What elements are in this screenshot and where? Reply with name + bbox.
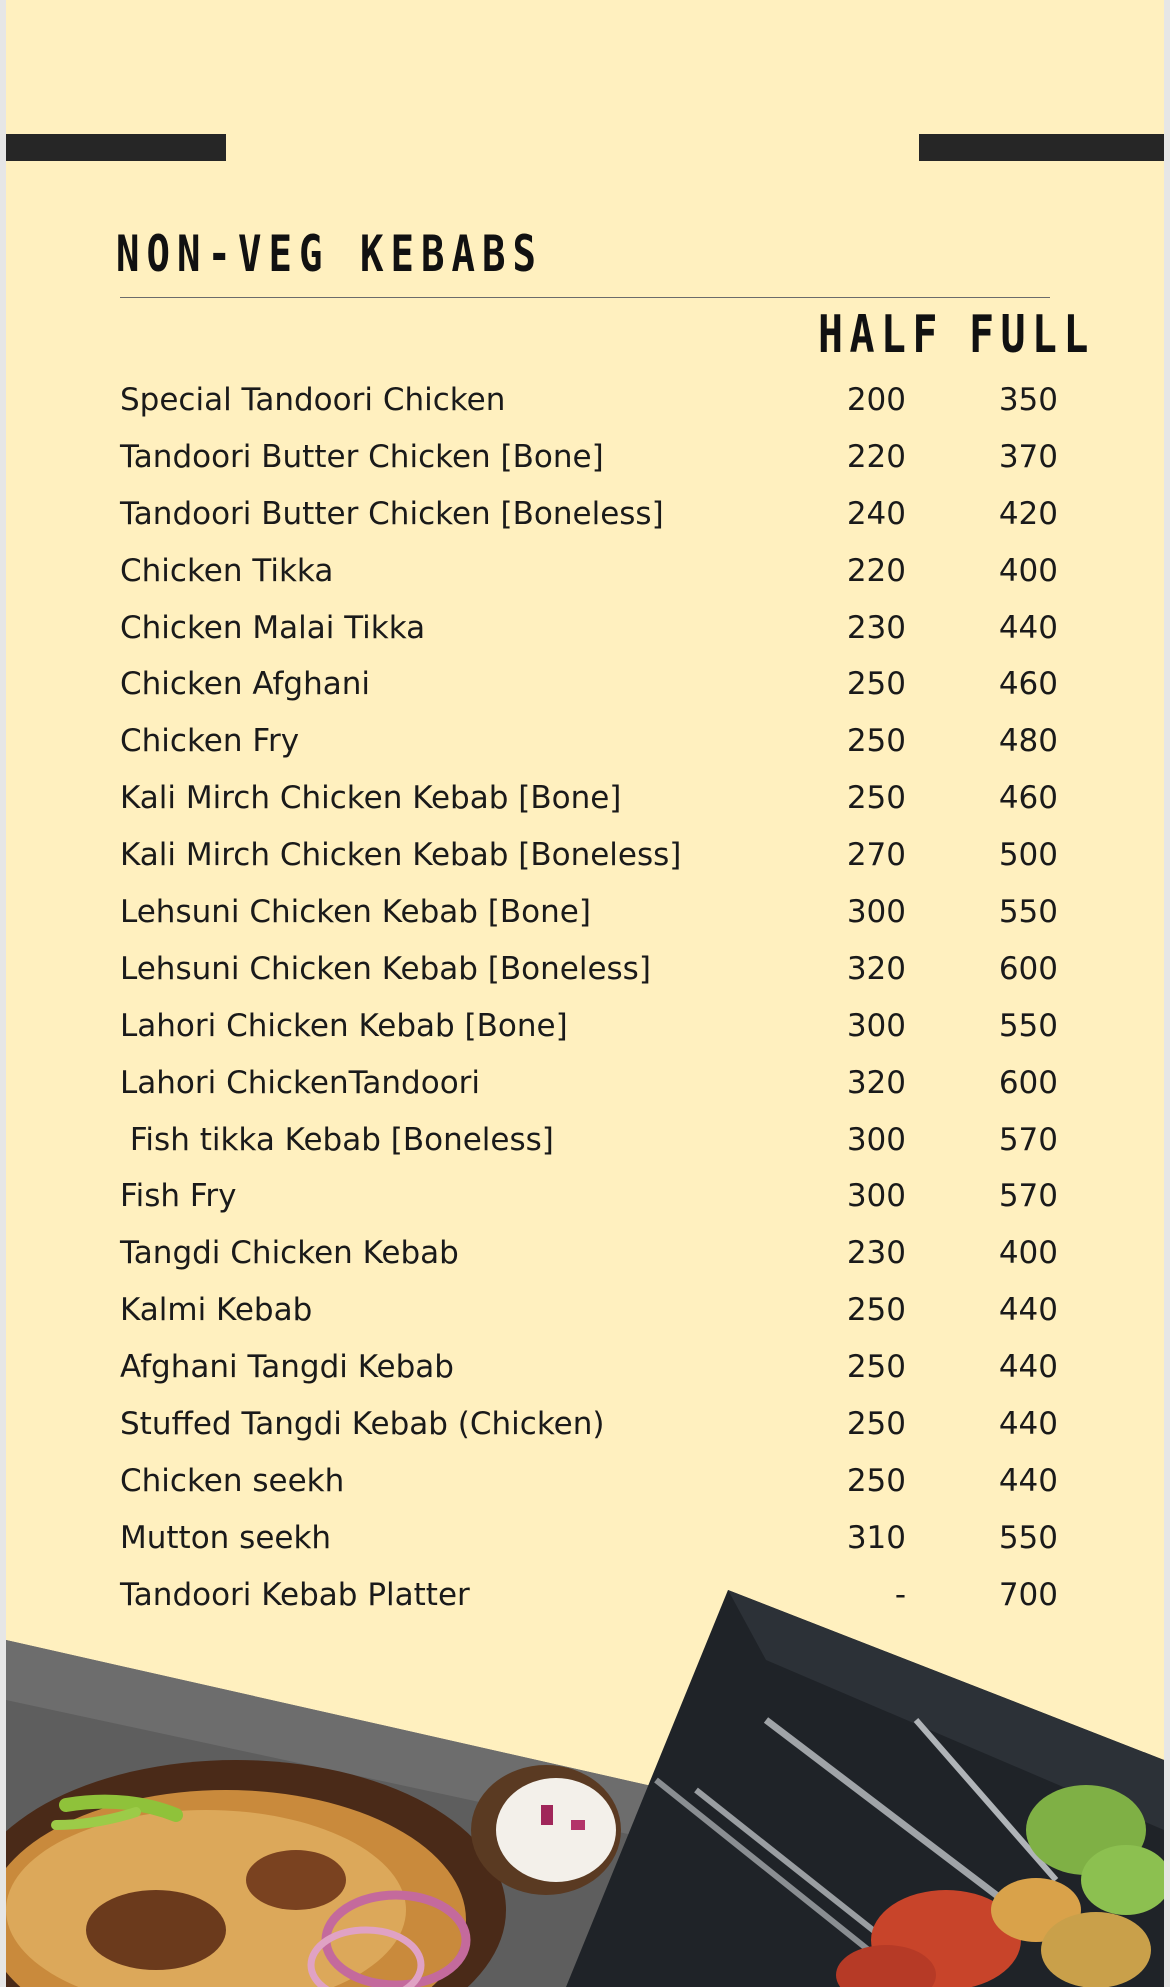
menu-item-full-price: 350 bbox=[998, 382, 1058, 418]
menu-item-full-price: 400 bbox=[998, 1235, 1058, 1272]
menu-item-row bbox=[6, 1059, 1164, 1116]
menu-item-name: Mutton seekh bbox=[120, 1519, 332, 1556]
menu-item-full-price: 460 bbox=[998, 666, 1058, 703]
decorative-bar-right bbox=[919, 134, 1164, 161]
menu-item-full-price: 550 bbox=[998, 1007, 1058, 1044]
menu-item-row bbox=[6, 774, 1164, 831]
menu-item-full-price: 700 bbox=[998, 1576, 1058, 1613]
menu-item-half-price: 300 bbox=[846, 1121, 906, 1158]
menu-item-half-price: 230 bbox=[846, 609, 906, 646]
menu-item-half-price: 250 bbox=[846, 1406, 906, 1443]
column-header-full: FULL bbox=[969, 305, 1095, 365]
menu-item-row bbox=[6, 604, 1164, 661]
menu-item-name: Chicken Afghani bbox=[120, 666, 370, 703]
menu-item-name: Special Tandoori Chicken bbox=[120, 382, 506, 418]
menu-item-row bbox=[6, 1229, 1164, 1286]
menu-item-name: Chicken Malai Tikka bbox=[120, 609, 426, 646]
menu-item-name: Kalmi Kebab bbox=[120, 1292, 313, 1329]
column-header-half: HALF bbox=[818, 305, 944, 365]
menu-item-full-price: 570 bbox=[998, 1178, 1058, 1215]
menu-item-half-price: 220 bbox=[846, 552, 906, 589]
menu-item-full-price: 550 bbox=[998, 1519, 1058, 1556]
menu-item-row bbox=[6, 1343, 1164, 1400]
menu-item-name: Chicken seekh bbox=[120, 1462, 345, 1499]
decorative-bar-left bbox=[6, 134, 226, 161]
menu-item-row bbox=[6, 1514, 1164, 1571]
menu-item-row bbox=[6, 1400, 1164, 1457]
menu-item-half-price: 200 bbox=[846, 382, 906, 418]
menu-item-full-price: 440 bbox=[998, 1292, 1058, 1329]
menu-item-half-price: 220 bbox=[846, 438, 906, 475]
menu-item-full-price: 440 bbox=[998, 609, 1058, 646]
menu-item-full-price: 440 bbox=[998, 1406, 1058, 1443]
menu-item-row bbox=[6, 1286, 1164, 1343]
menu-item-name: Lahori ChickenTandoori bbox=[120, 1064, 481, 1101]
menu-item-full-price: 420 bbox=[998, 495, 1058, 532]
menu-item-full-price: 400 bbox=[998, 552, 1058, 589]
menu-item-name: Tangdi Chicken Kebab bbox=[120, 1235, 459, 1272]
menu-item-half-price: 250 bbox=[846, 723, 906, 760]
menu-item-full-price: 370 bbox=[998, 438, 1058, 475]
menu-item-row bbox=[6, 1172, 1164, 1229]
menu-item-half-price: 300 bbox=[846, 1007, 906, 1044]
menu-item-half-price: 240 bbox=[846, 495, 906, 532]
menu-item-name: Lehsuni Chicken Kebab [Bone] bbox=[120, 894, 591, 931]
menu-item-row bbox=[6, 831, 1164, 888]
menu-item-row bbox=[6, 660, 1164, 717]
menu-item-name: Lehsuni Chicken Kebab [Boneless] bbox=[120, 950, 651, 987]
biryani-photo bbox=[6, 1640, 656, 1987]
menu-item-name: Kali Mirch Chicken Kebab [Bone] bbox=[120, 780, 622, 817]
menu-item-row bbox=[6, 945, 1164, 1002]
menu-item-name: Kali Mirch Chicken Kebab [Boneless] bbox=[120, 837, 682, 874]
menu-item-row bbox=[6, 888, 1164, 945]
food-photos bbox=[6, 1580, 1164, 1987]
menu-item-half-price: 310 bbox=[846, 1519, 906, 1556]
menu-item-row bbox=[6, 433, 1164, 490]
menu-page bbox=[6, 0, 1164, 1987]
menu-item-row bbox=[6, 717, 1164, 774]
menu-item-name: Fish Fry bbox=[120, 1178, 237, 1215]
page-title: NON-VEG KEBABS bbox=[116, 225, 544, 283]
menu-item-full-price: 550 bbox=[998, 894, 1058, 931]
menu-item-full-price: 440 bbox=[998, 1462, 1058, 1499]
menu-item-half-price: 250 bbox=[846, 666, 906, 703]
menu-item-row bbox=[6, 490, 1164, 547]
menu-item-row bbox=[6, 1116, 1164, 1173]
menu-item-row bbox=[6, 547, 1164, 604]
menu-item-half-price: 250 bbox=[846, 1462, 906, 1499]
menu-item-full-price: 500 bbox=[998, 837, 1058, 874]
menu-item-name: Chicken Fry bbox=[120, 723, 300, 760]
menu-item-half-price: 320 bbox=[846, 1064, 906, 1101]
menu-item-name: Afghani Tangdi Kebab bbox=[120, 1349, 454, 1386]
menu-item-half-price: - bbox=[894, 1576, 906, 1613]
menu-item-half-price: 250 bbox=[846, 780, 906, 817]
menu-item-name: Tandoori Kebab Platter bbox=[120, 1576, 470, 1613]
menu-item-half-price: 250 bbox=[846, 1292, 906, 1329]
menu-item-full-price: 600 bbox=[998, 1064, 1058, 1101]
menu-item-half-price: 300 bbox=[846, 894, 906, 931]
menu-item-name: Tandoori Butter Chicken [Bone] bbox=[120, 438, 604, 475]
menu-item-half-price: 250 bbox=[846, 1349, 906, 1386]
menu-item-half-price: 300 bbox=[846, 1178, 906, 1215]
menu-item-half-price: 230 bbox=[846, 1235, 906, 1272]
menu-item-name: Tandoori Butter Chicken [Boneless] bbox=[120, 495, 664, 532]
menu-item-row bbox=[6, 1002, 1164, 1059]
menu-item-full-price: 480 bbox=[998, 723, 1058, 760]
menu-item-full-price: 440 bbox=[998, 1349, 1058, 1386]
menu-item-half-price: 270 bbox=[846, 837, 906, 874]
menu-item-row bbox=[6, 1457, 1164, 1514]
title-divider bbox=[120, 297, 1050, 298]
menu-item-name: Chicken Tikka bbox=[120, 552, 334, 589]
kebab-photo bbox=[566, 1590, 1164, 1987]
menu-item-full-price: 460 bbox=[998, 780, 1058, 817]
menu-item-full-price: 570 bbox=[998, 1121, 1058, 1158]
menu-item-row bbox=[6, 376, 1164, 433]
menu-item-full-price: 600 bbox=[998, 950, 1058, 987]
menu-item-name: Stuffed Tangdi Kebab (Chicken) bbox=[120, 1406, 605, 1443]
menu-item-half-price: 320 bbox=[846, 950, 906, 987]
menu-list bbox=[6, 376, 1164, 1628]
menu-item-name: Fish tikka Kebab [Boneless] bbox=[120, 1121, 554, 1158]
menu-item-name: Lahori Chicken Kebab [Bone] bbox=[120, 1007, 568, 1044]
